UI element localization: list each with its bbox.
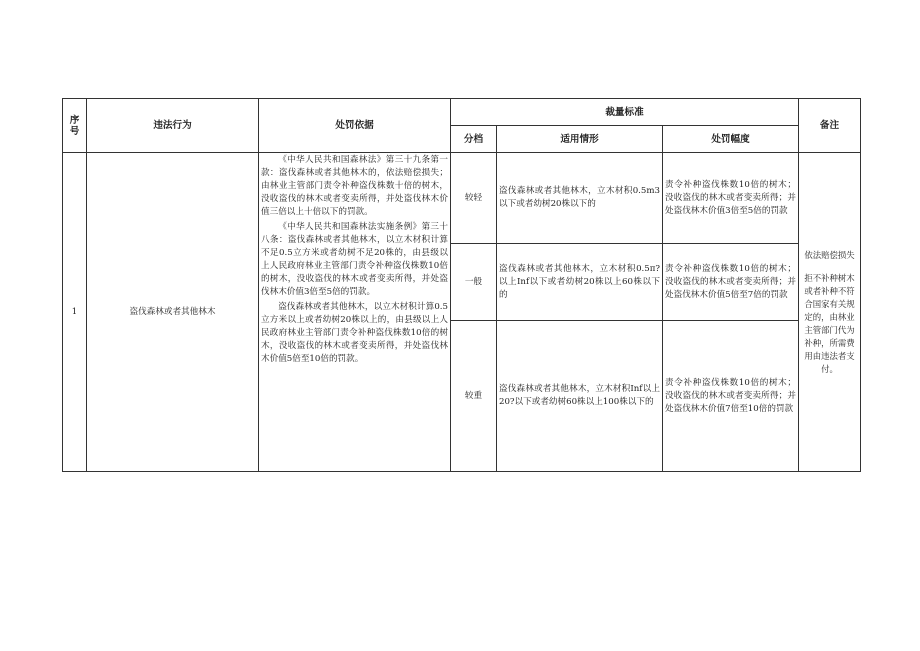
row-violation: 盗伐森林或者其他林木 — [87, 153, 259, 472]
row-basis — [259, 153, 451, 472]
table-row — [63, 153, 861, 244]
basis-paragraph: 《中华人民共和国森林法实施条例》第三十八条：盗伐森林或者其他林木，以立木材积计算不足0.5立方米或者幼树不足20株的，由县级以上人民政府林业主管部门责令补种盗伐株数10倍的树木，没收盗伐的林木或者变卖所得，并处盗伐林木价值3倍至5倍的罚款。 — [261, 222, 448, 297]
header-range: 处罚幅度 — [663, 126, 799, 153]
remark-line: 拒不补种树木或者补种不符合国家有关规定的，由林业主管部门代为补种，所需费用由违法者支付。 — [804, 272, 855, 374]
tier-situation: 盗伐森林或者其他林木，立木材积0.5π?以上Inf以下或者幼树20株以上60株以下的 — [497, 244, 663, 321]
tier-range: 责令补种盗伐株数10倍的树木；没收盗伐的林木或者变卖所得；并处盗伐林木价值5倍至7倍的罚款 — [663, 244, 799, 321]
header-row-1 — [63, 99, 861, 126]
tier-grade: 一般 — [451, 244, 497, 321]
discretion-standard-table — [62, 98, 861, 472]
header-violation: 违法行为 — [87, 99, 259, 153]
tier-grade: 较轻 — [451, 153, 497, 244]
tier-situation: 盗伐森林或者其他林木，立木材积0.5m3以下或者幼树20株以下的 — [497, 153, 663, 244]
row-remark — [799, 153, 861, 472]
tier-grade: 较重 — [451, 321, 497, 472]
basis-paragraph: 盗伐森林或者其他林木，以立木材积计算0.5立方米以上或者幼树20株以上的，由县级以上人民政府林业主管部门责令补种盗伐株数10倍的树木，没收盗伐的林木或者变卖所得，并处盗伐林木价值5倍至10倍的罚款。 — [261, 302, 448, 364]
header-seq: 序号 — [63, 99, 87, 153]
tier-range: 责令补种盗伐株数10倍的树木；没收盗伐的林木或者变卖所得；并处盗伐林木价值7倍至10倍的罚款 — [663, 321, 799, 472]
tier-situation: 盗伐森林或者其他林木，立木材积Inf以上20?以下或者幼树60株以上100株以下的 — [497, 321, 663, 472]
remark-line: 依法赔偿损失 — [804, 249, 855, 260]
basis-paragraph: 《中华人民共和国森林法》第三十九条第一款：盗伐森林或者其他林木的，依法赔偿损失；由林业主管部门责令补种盗伐株数十倍的树木，没收盗伐的林木或者变卖所得，并处盗伐林木价值三倍以上十倍以下的罚款。 — [261, 155, 448, 217]
header-remark: 备注 — [799, 99, 861, 153]
tier-range: 责令补种盗伐株数10倍的树木；没收盗伐的林木或者变卖所得；并处盗伐林木价值3倍至5倍的罚款 — [663, 153, 799, 244]
header-grade: 分档 — [451, 126, 497, 153]
header-basis: 处罚依据 — [259, 99, 451, 153]
header-standard: 裁量标准 — [451, 99, 799, 126]
row-seq: 1 — [63, 153, 87, 472]
header-situation: 适用情形 — [497, 126, 663, 153]
